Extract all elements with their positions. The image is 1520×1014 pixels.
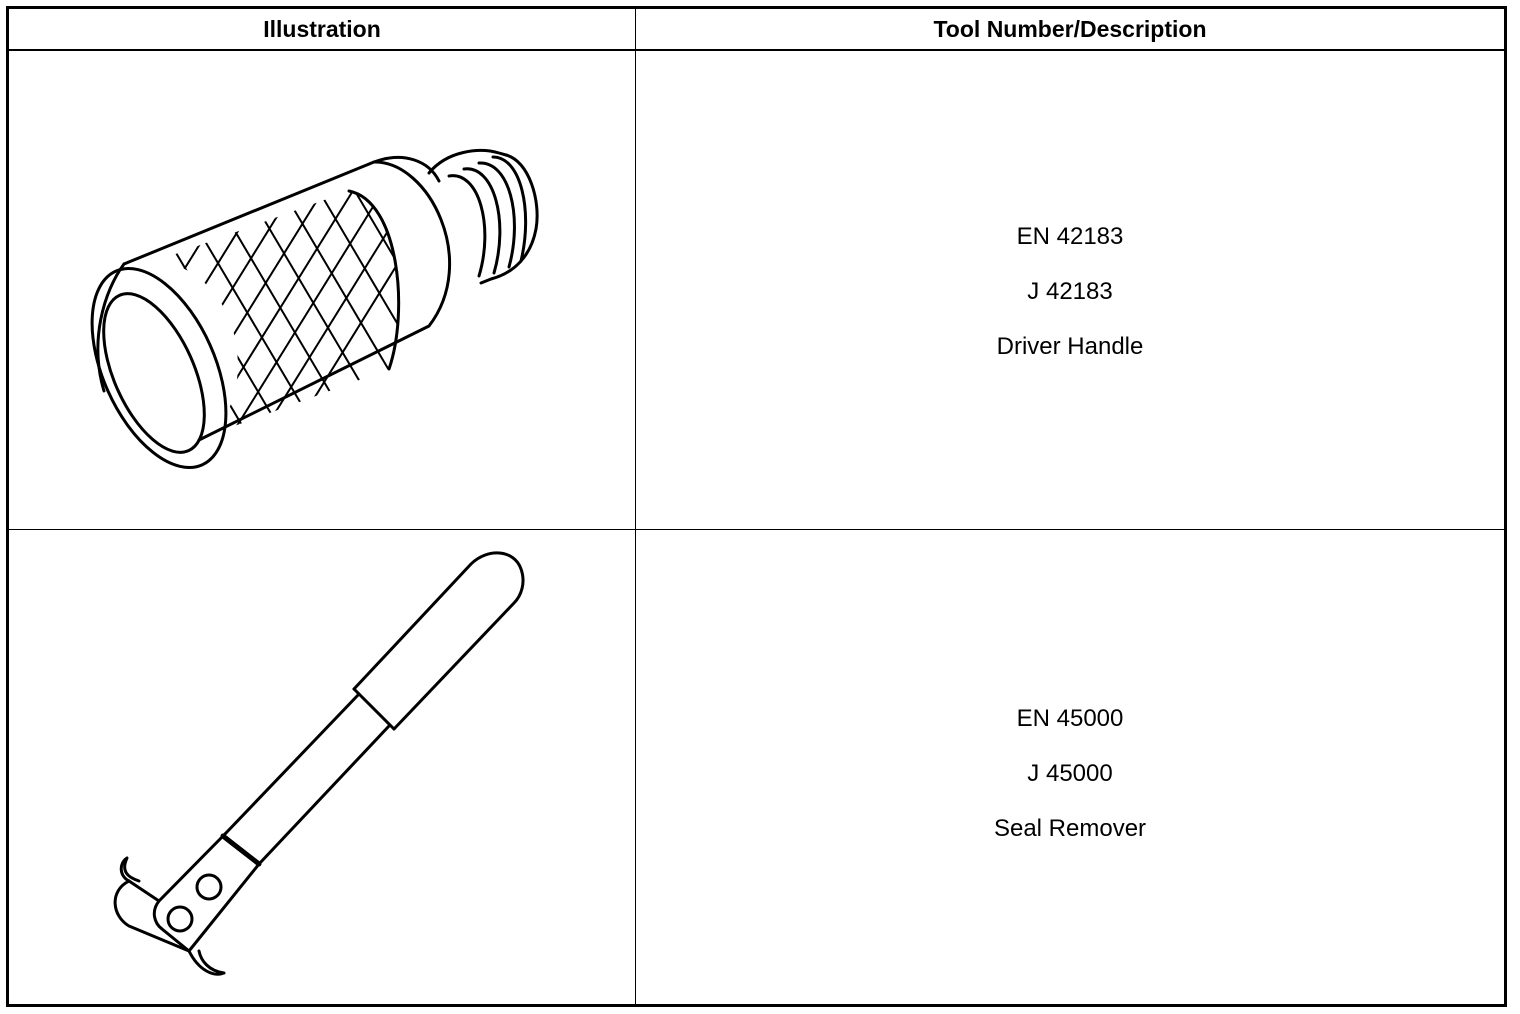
tool-number-en: EN 42183 bbox=[1016, 223, 1124, 250]
tool-description: Seal Remover bbox=[993, 815, 1147, 842]
tool-table bbox=[6, 6, 1507, 1007]
tool-number-j: J 42183 bbox=[1027, 278, 1113, 305]
table-row bbox=[9, 51, 1504, 530]
driver-handle-icon bbox=[9, 51, 635, 530]
header-tool-description: Tool Number/Description bbox=[933, 16, 1207, 42]
illustration-cell bbox=[9, 531, 635, 1004]
tool-number-en: EN 45000 bbox=[1016, 705, 1124, 732]
table-header-row bbox=[9, 9, 1504, 51]
illustration-cell bbox=[9, 51, 635, 529]
description-cell bbox=[636, 531, 1504, 1004]
tool-description: Driver Handle bbox=[996, 333, 1144, 360]
tool-number-j: J 45000 bbox=[1027, 760, 1113, 787]
description-cell bbox=[636, 51, 1504, 529]
seal-remover-icon bbox=[9, 531, 635, 1004]
header-illustration: Illustration bbox=[263, 16, 381, 42]
table-row bbox=[9, 531, 1504, 1004]
